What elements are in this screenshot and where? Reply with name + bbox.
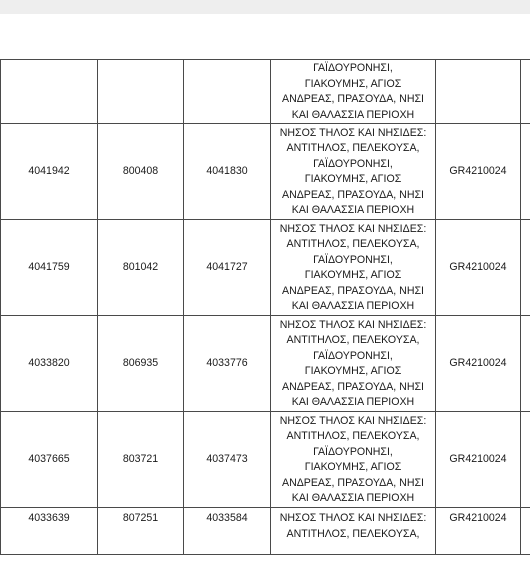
description-line: ΑΝΔΡΕΑΣ, ΠΡΑΣΟΥΔΑ, ΝΗΣΙ — [282, 284, 424, 297]
table-row — [1, 508, 530, 555]
cell-col2 — [98, 60, 184, 124]
description-line: ΝΗΣΟΣ ΤΗΛΟΣ ΚΑΙ ΝΗΣΙΔΕΣ: — [279, 126, 427, 139]
description-line: ΚΑΙ ΘΑΛΑΣΣΙΑ ΠΕΡΙΟΧΗ — [291, 492, 415, 504]
cell-col1 — [1, 60, 98, 124]
description-line: ΓΙΑΚΟΥΜΗΣ, ΑΓΙΟΣ — [304, 173, 402, 185]
cell-col3: 4033776 — [184, 316, 271, 412]
description-line: ΓΑΪΔΟΥΡΟΝΗΣΙ, — [313, 253, 393, 266]
cell-col3: 4033584 — [184, 508, 271, 555]
description-line: ΚΑΙ ΘΑΛΑΣΣΙΑ ΠΕΡΙΟΧΗ — [291, 108, 415, 121]
cell-site-code: GR4210024 — [436, 316, 521, 412]
description-line: ΑΝΤΙΤΗΛΟΣ, ΠΕΛΕΚΟΥΣΑ, — [286, 238, 420, 250]
description-line: ΑΝΤΙΤΗΛΟΣ, ΠΕΛΕΚΟΥΣΑ, — [286, 142, 420, 154]
description-line: ΓΙΑΚΟΥΜΗΣ, ΑΓΙΟΣ — [304, 77, 402, 90]
cell-col2: 807251 — [98, 508, 184, 555]
description-line: ΝΗΣΟΣ ΤΗΛΟΣ ΚΑΙ ΝΗΣΙΔΕΣ: — [279, 318, 427, 331]
table-row — [1, 316, 530, 412]
description-line: ΑΝΔΡΕΑΣ, ΠΡΑΣΟΥΔΑ, ΝΗΣΙ — [282, 93, 424, 105]
cell-col3: 4041830 — [184, 124, 271, 220]
cell-description — [271, 220, 436, 316]
cell-description — [271, 60, 436, 124]
description-line: ΚΑΙ ΘΑΛΑΣΣΙΑ ΠΕΡΙΟΧΗ — [291, 300, 415, 312]
table-row — [1, 124, 530, 220]
cell-col1: 4041759 — [1, 220, 98, 316]
description-line: ΝΗΣΟΣ ΤΗΛΟΣ ΚΑΙ ΝΗΣΙΔΕΣ: — [279, 222, 427, 235]
description-line: ΓΑΪΔΟΥΡΟΝΗΣΙ, — [313, 62, 393, 74]
coordinates-table — [0, 59, 530, 555]
cell-extra — [521, 412, 530, 508]
cell-extra — [521, 60, 530, 124]
description-line: ΓΑΪΔΟΥΡΟΝΗΣΙ, — [313, 445, 393, 458]
description-line: ΑΝΔΡΕΑΣ, ΠΡΑΣΟΥΔΑ, ΝΗΣΙ — [282, 188, 424, 201]
cell-col2: 800408 — [98, 124, 184, 220]
cell-col1: 4041942 — [1, 124, 98, 220]
cell-col1: 4033639 — [1, 508, 98, 555]
cell-site-code: GR4210024 — [436, 508, 521, 555]
cell-col1: 4037665 — [1, 412, 98, 508]
cell-description — [271, 412, 436, 508]
cell-col2: 803721 — [98, 412, 184, 508]
cell-description — [271, 508, 436, 555]
cell-extra — [521, 220, 530, 316]
description-line: ΓΙΑΚΟΥΜΗΣ, ΑΓΙΟΣ — [304, 269, 402, 281]
description-line: ΚΑΙ ΘΑΛΑΣΣΙΑ ΠΕΡΙΟΧΗ — [291, 204, 415, 216]
description-line: ΓΙΑΚΟΥΜΗΣ, ΑΓΙΟΣ — [304, 461, 402, 473]
cell-col3: 4041727 — [184, 220, 271, 316]
table-row — [1, 412, 530, 508]
cell-extra — [521, 316, 530, 412]
description-line: ΝΗΣΟΣ ΤΗΛΟΣ ΚΑΙ ΝΗΣΙΔΕΣ: — [279, 512, 427, 524]
description-line: ΑΝΤΙΤΗΛΟΣ, ΠΕΛΕΚΟΥΣΑ, — [286, 430, 420, 442]
cell-col3: 4037473 — [184, 412, 271, 508]
cell-col3 — [184, 60, 271, 124]
cell-site-code — [436, 60, 521, 124]
cell-col2: 801042 — [98, 220, 184, 316]
description-line: ΓΑΪΔΟΥΡΟΝΗΣΙ, — [313, 157, 393, 170]
description-line: ΓΑΪΔΟΥΡΟΝΗΣΙ, — [313, 349, 393, 362]
cell-site-code: GR4210024 — [436, 220, 521, 316]
description-line: ΝΗΣΟΣ ΤΗΛΟΣ ΚΑΙ ΝΗΣΙΔΕΣ: — [279, 414, 427, 427]
cell-col2: 806935 — [98, 316, 184, 412]
description-line: ΚΑΙ ΘΑΛΑΣΣΙΑ ΠΕΡΙΟΧΗ — [291, 396, 415, 408]
table-row — [1, 220, 530, 316]
description-line: ΑΝΤΙΤΗΛΟΣ, ΠΕΛΕΚΟΥΣΑ, — [286, 527, 420, 540]
cell-site-code: GR4210024 — [436, 412, 521, 508]
cell-col1: 4033820 — [1, 316, 98, 412]
description-line: ΑΝΤΙΤΗΛΟΣ, ΠΕΛΕΚΟΥΣΑ, — [286, 334, 420, 346]
cell-description — [271, 124, 436, 220]
cell-site-code: GR4210024 — [436, 124, 521, 220]
cell-extra — [521, 124, 530, 220]
description-line: ΑΝΔΡΕΑΣ, ΠΡΑΣΟΥΔΑ, ΝΗΣΙ — [282, 476, 424, 489]
cell-extra — [521, 508, 530, 555]
description-line: ΓΙΑΚΟΥΜΗΣ, ΑΓΙΟΣ — [304, 365, 402, 377]
cell-description — [271, 316, 436, 412]
viewer-top-bar — [0, 0, 530, 14]
description-line: ΑΝΔΡΕΑΣ, ΠΡΑΣΟΥΔΑ, ΝΗΣΙ — [282, 380, 424, 393]
table-row — [1, 60, 530, 124]
